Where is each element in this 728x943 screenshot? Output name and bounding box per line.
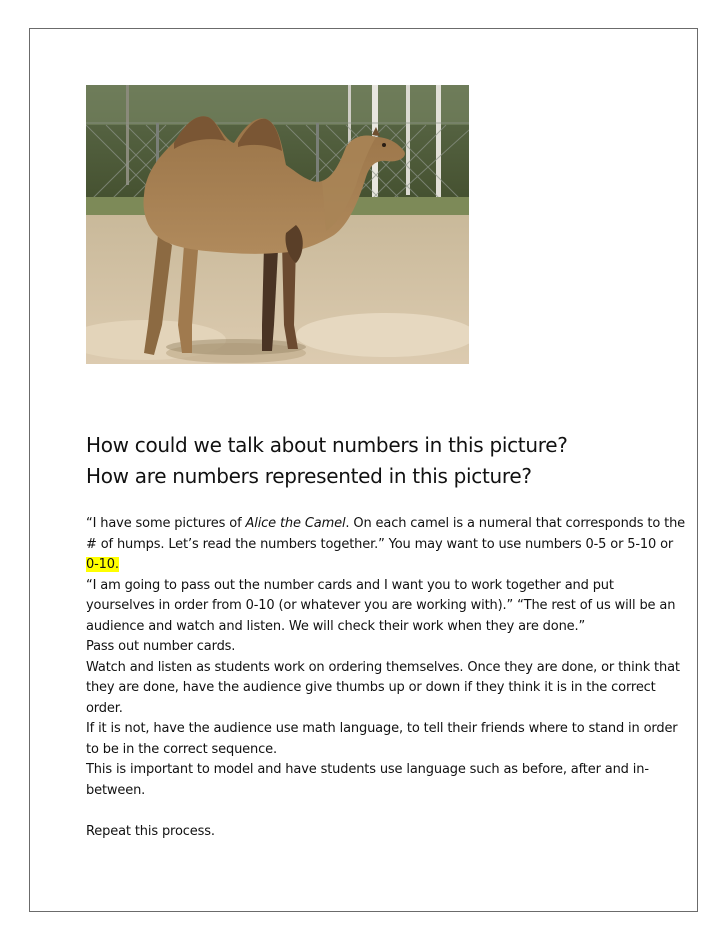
question-2: How are numbers represented in this picture? — [86, 464, 532, 488]
spacer — [86, 801, 686, 822]
camel-photo — [86, 85, 469, 364]
questions — [86, 430, 686, 492]
highlighted-range: 0-10. — [86, 557, 119, 572]
intro-text-end: . On each camel is a numeral that corresponds to the # of humps. Let’s read the numbers together.” You may want to use numbers 0-5 or 5-10 or — [86, 516, 686, 552]
instruction-line: This is important to model and have students use language such as before, after and in-between. — [86, 762, 649, 798]
paragraph-intro — [86, 514, 686, 576]
instructions — [86, 514, 686, 842]
closing-line: Repeat this process. — [86, 823, 215, 839]
instruction-line: If it is not, have the audience use math language, to tell their friends where to stand in order to be in the correct sequence. — [86, 721, 678, 757]
instruction-line: “I am going to pass out the number cards and I want you to work together and put yourselves in order from 0-10 (or whatever you are working with).” “The rest of us will be an audience and watch and listen. We will check their work when they are done.” — [86, 577, 676, 634]
instruction-line: Watch and listen as students work on ordering themselves. Once they are done, or think that they are done, have the audience give thumbs up or down if they think it is in the correct order. — [86, 659, 680, 716]
question-1: How could we talk about numbers in this picture? — [86, 433, 568, 457]
instruction-line: Pass out number cards. — [86, 639, 236, 654]
book-title: Alice the Camel — [245, 516, 346, 531]
intro-text-start: “I have some pictures of — [86, 516, 246, 531]
